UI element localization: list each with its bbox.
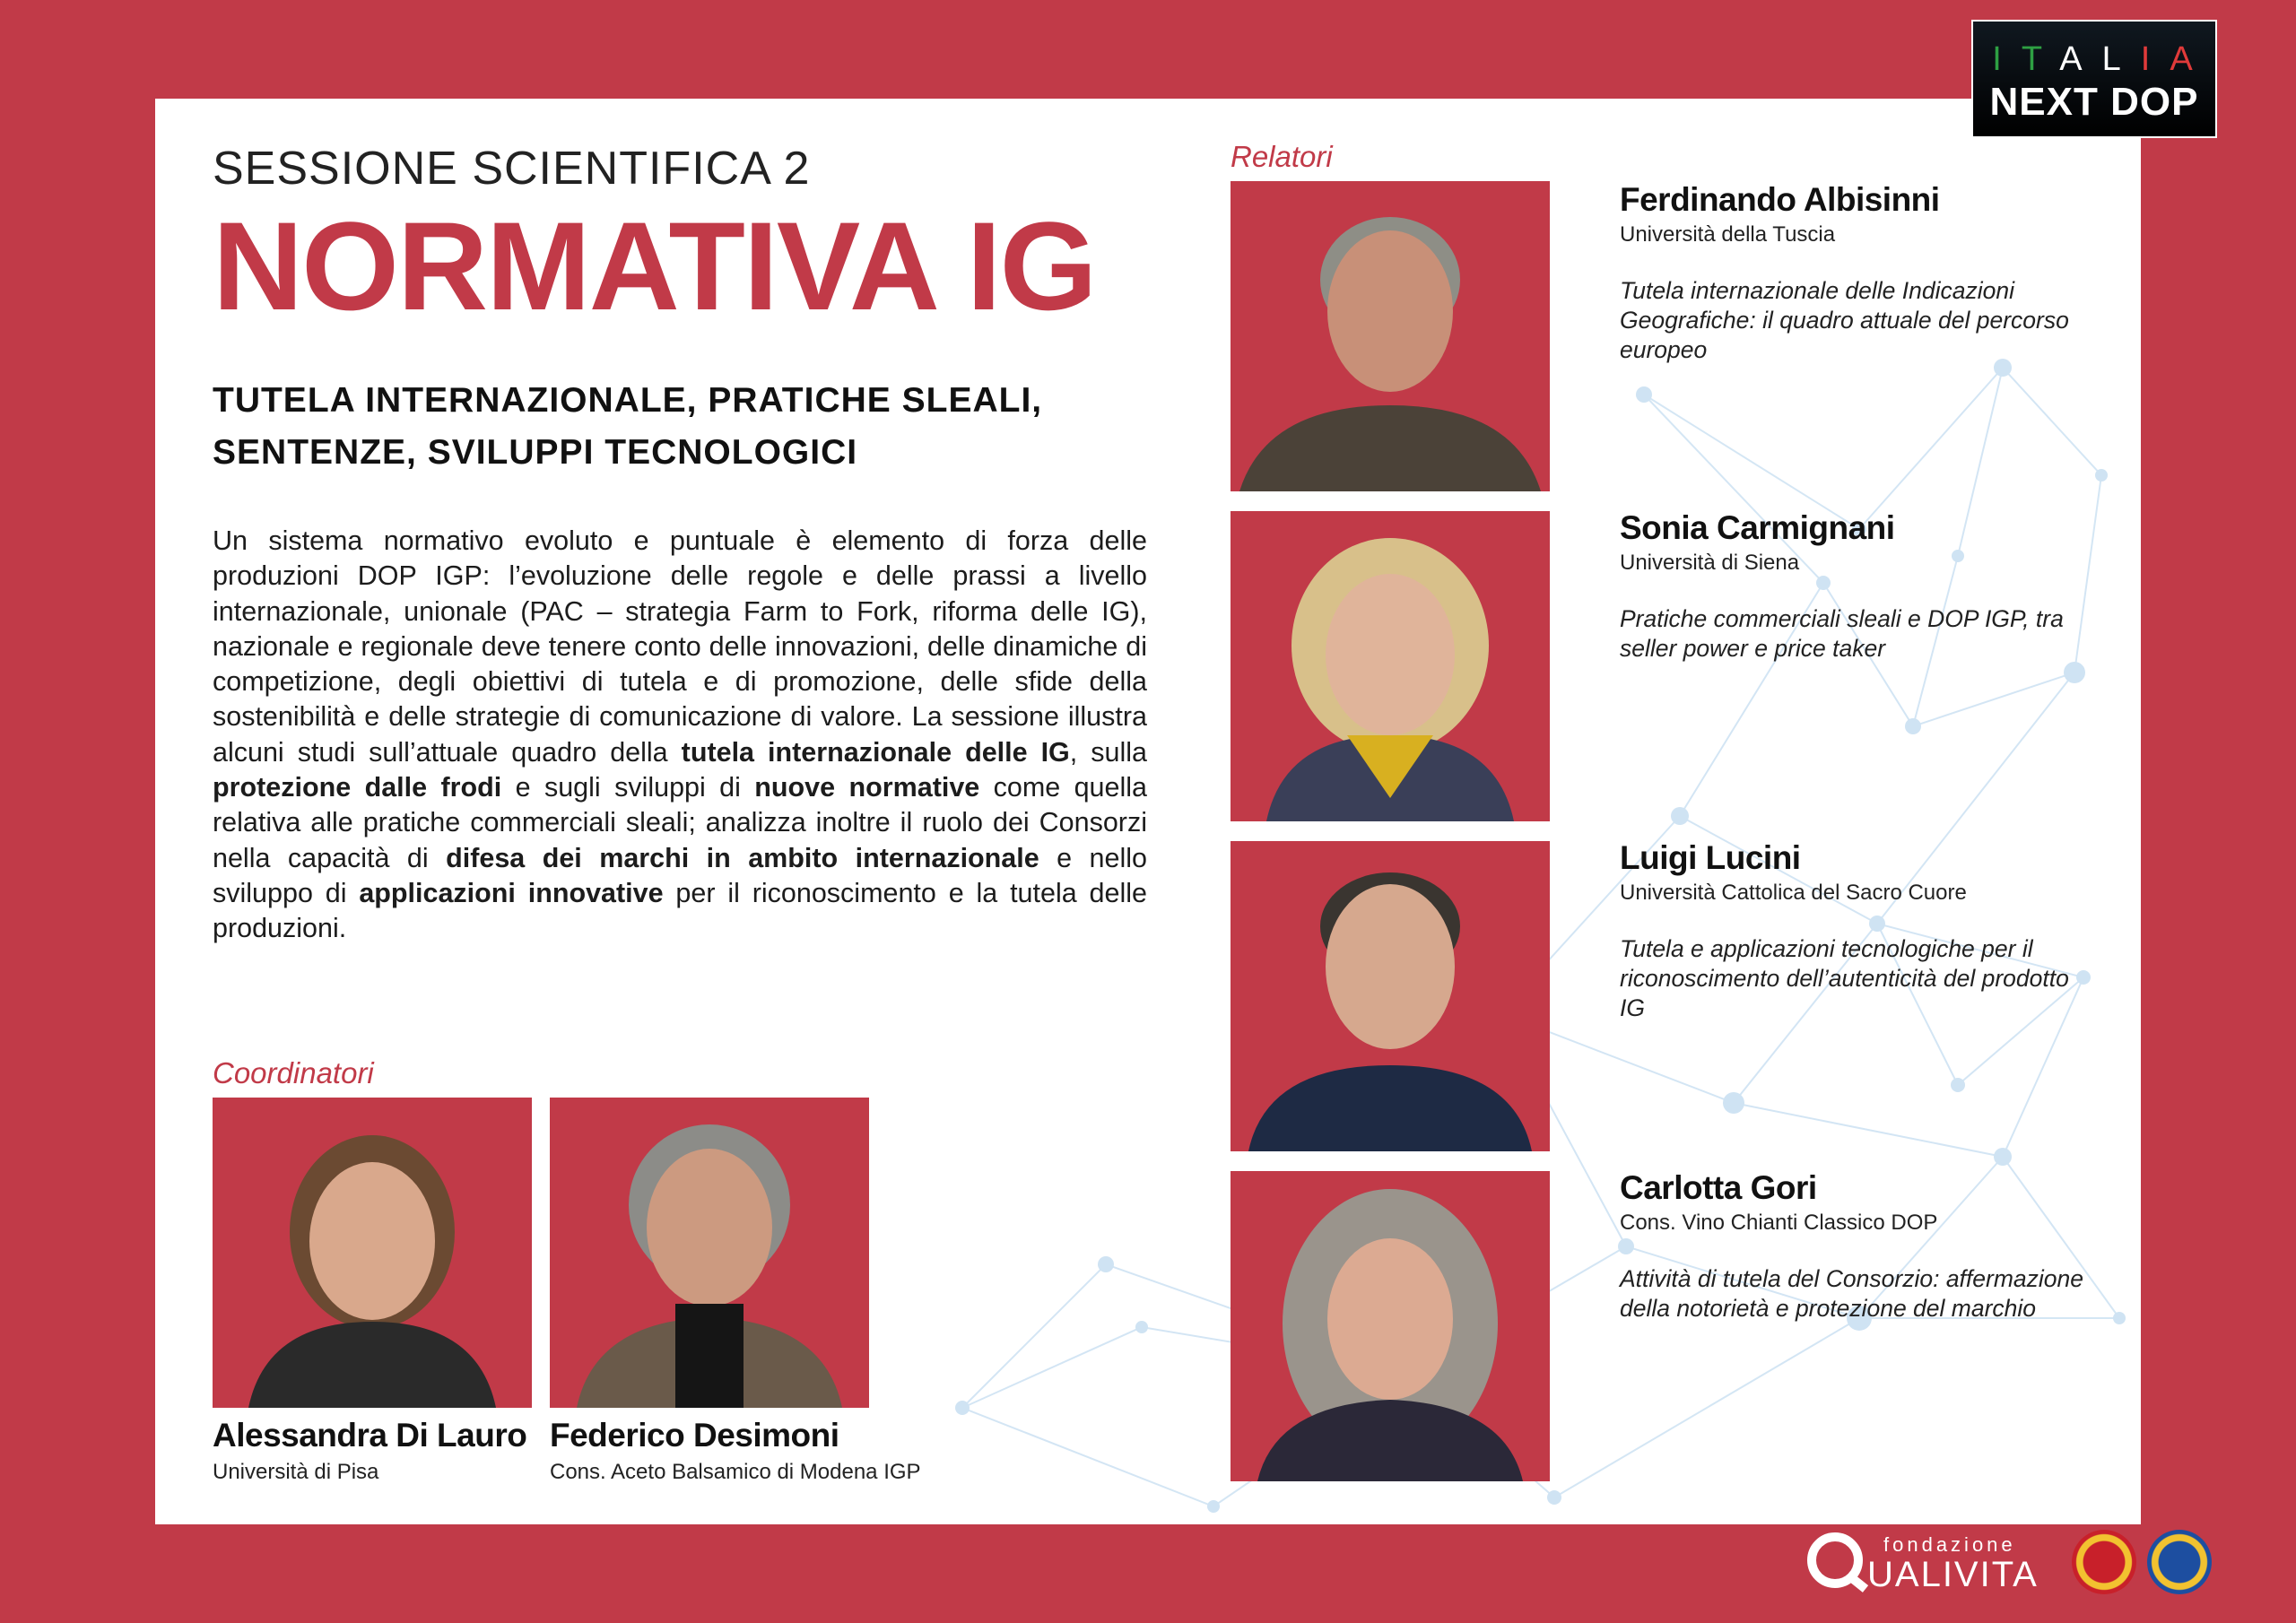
speaker-name-1: Ferdinando Albisinni <box>1620 181 1940 218</box>
desc-bold-1: tutela internazionale delle IG <box>681 736 1070 768</box>
speaker-talk-1: Tutela internazionale delle Indicazioni Geografiche: il quadro attuale del percorso europeo <box>1620 277 2069 363</box>
igp-seal-icon <box>2147 1530 2212 1594</box>
desc-text-5: e nello sviluppo di <box>213 842 1147 908</box>
desc-bold-3: nuove normative <box>754 772 980 803</box>
speaker-photo-1 <box>1231 181 1550 491</box>
speaker-affiliation-1: Università della Tuscia <box>1620 222 1836 247</box>
speakers-label: Relatori <box>1231 140 1333 173</box>
qualivita-q-mark <box>1801 1528 1876 1600</box>
coordinator-name-2: Federico Desimoni <box>550 1417 839 1454</box>
avatar-icon <box>1231 841 1550 1151</box>
avatar-icon <box>213 1098 532 1408</box>
coordinator-name-1: Alessandra Di Lauro <box>213 1417 527 1454</box>
avatar-icon <box>1231 1171 1550 1481</box>
brand-line-2: NEXT DOP <box>1989 80 2199 124</box>
coordinator-affiliation-2: Cons. Aceto Balsamico di Modena IGP <box>550 1460 921 1484</box>
desc-text-1: Un sistema normativo evoluto e puntuale è elemento di forza delle produzioni DOP IGP: l’evoluzione delle regole e delle prassi a livello internazionale, unionale (PAC – strategia Farm to Fork, riforma delle IG), nazionale e regionale deve tenere conto delle innovazioni, delle dinamiche di competizione, degli obiettivi di tutela e di promozione, delle sfide della sostenibilità e delle strategie di comunicazione di valore. La sessione illustra alcuni studi sull’attuale quadro della <box>213 525 1147 768</box>
coordinator-photo-1 <box>213 1098 532 1408</box>
speaker-talk-4: Attività di tutela del Consorzio: affermazione della notorietà e protezione del marchio <box>1620 1265 2084 1322</box>
desc-text-2: , sulla <box>1069 736 1147 768</box>
speaker-name-2: Sonia Carmignani <box>1620 509 1895 546</box>
speaker-talk-3: Tutela e applicazioni tecnologiche per il riconoscimento dell’autenticità del prodotto IG <box>1620 935 2069 1021</box>
desc-bold-4: difesa dei marchi in ambito internazionale <box>446 842 1039 873</box>
speaker-name-4: Carlotta Gori <box>1620 1169 1817 1206</box>
speaker-affiliation-3: Università Cattolica del Sacro Cuore <box>1620 881 1967 905</box>
foundation-small-text: fondazione <box>1883 1533 2016 1556</box>
description-paragraph <box>213 524 1147 947</box>
tagline-line-2: SENTENZE, SVILUPPI TECNOLOGICI <box>213 433 858 472</box>
coordinator-affiliation-1: Università di Pisa <box>213 1460 379 1484</box>
brand-line-1: ITALIA <box>1992 40 2213 78</box>
tagline <box>213 375 1163 479</box>
session-subtitle: SESSIONE SCIENTIFICA 2 <box>213 143 811 195</box>
italia-next-dop-logo <box>1971 20 2217 138</box>
speaker-talk-2: Pratiche commerciali sleali e DOP IGP, tra seller power e price taker <box>1620 605 2064 662</box>
desc-text-3: e sugli sviluppi di <box>501 772 755 803</box>
speaker-photo-2 <box>1231 511 1550 821</box>
desc-text-6: per il riconoscimento e la tutela delle produzioni. <box>213 877 1147 944</box>
speaker-affiliation-2: Università di Siena <box>1620 551 1800 575</box>
coordinators-label: Coordinatori <box>213 1056 374 1089</box>
speaker-affiliation-4: Cons. Vino Chianti Classico DOP <box>1620 1211 1938 1235</box>
coordinator-photo-2 <box>550 1098 869 1408</box>
avatar-icon <box>1231 511 1550 821</box>
tagline-line-1: TUTELA INTERNAZIONALE, PRATICHE SLEALI, <box>213 381 1043 420</box>
desc-text-4: come quella relativa alle pratiche commerciali sleali; analizza inoltre il ruolo dei Consorzi nella capacità di <box>213 772 1147 873</box>
desc-bold-2: protezione dalle frodi <box>213 772 502 803</box>
avatar-icon <box>550 1098 869 1408</box>
speaker-photo-4 <box>1231 1171 1550 1481</box>
page-title: NORMATIVA IG <box>213 195 1096 336</box>
dop-seal-icon <box>2072 1530 2136 1594</box>
speaker-photo-3 <box>1231 841 1550 1151</box>
foundation-name-text: UALIVITA <box>1867 1555 2039 1594</box>
desc-bold-5: applicazioni innovative <box>359 877 664 908</box>
speaker-name-3: Luigi Lucini <box>1620 839 1801 876</box>
avatar-icon <box>1231 181 1550 491</box>
